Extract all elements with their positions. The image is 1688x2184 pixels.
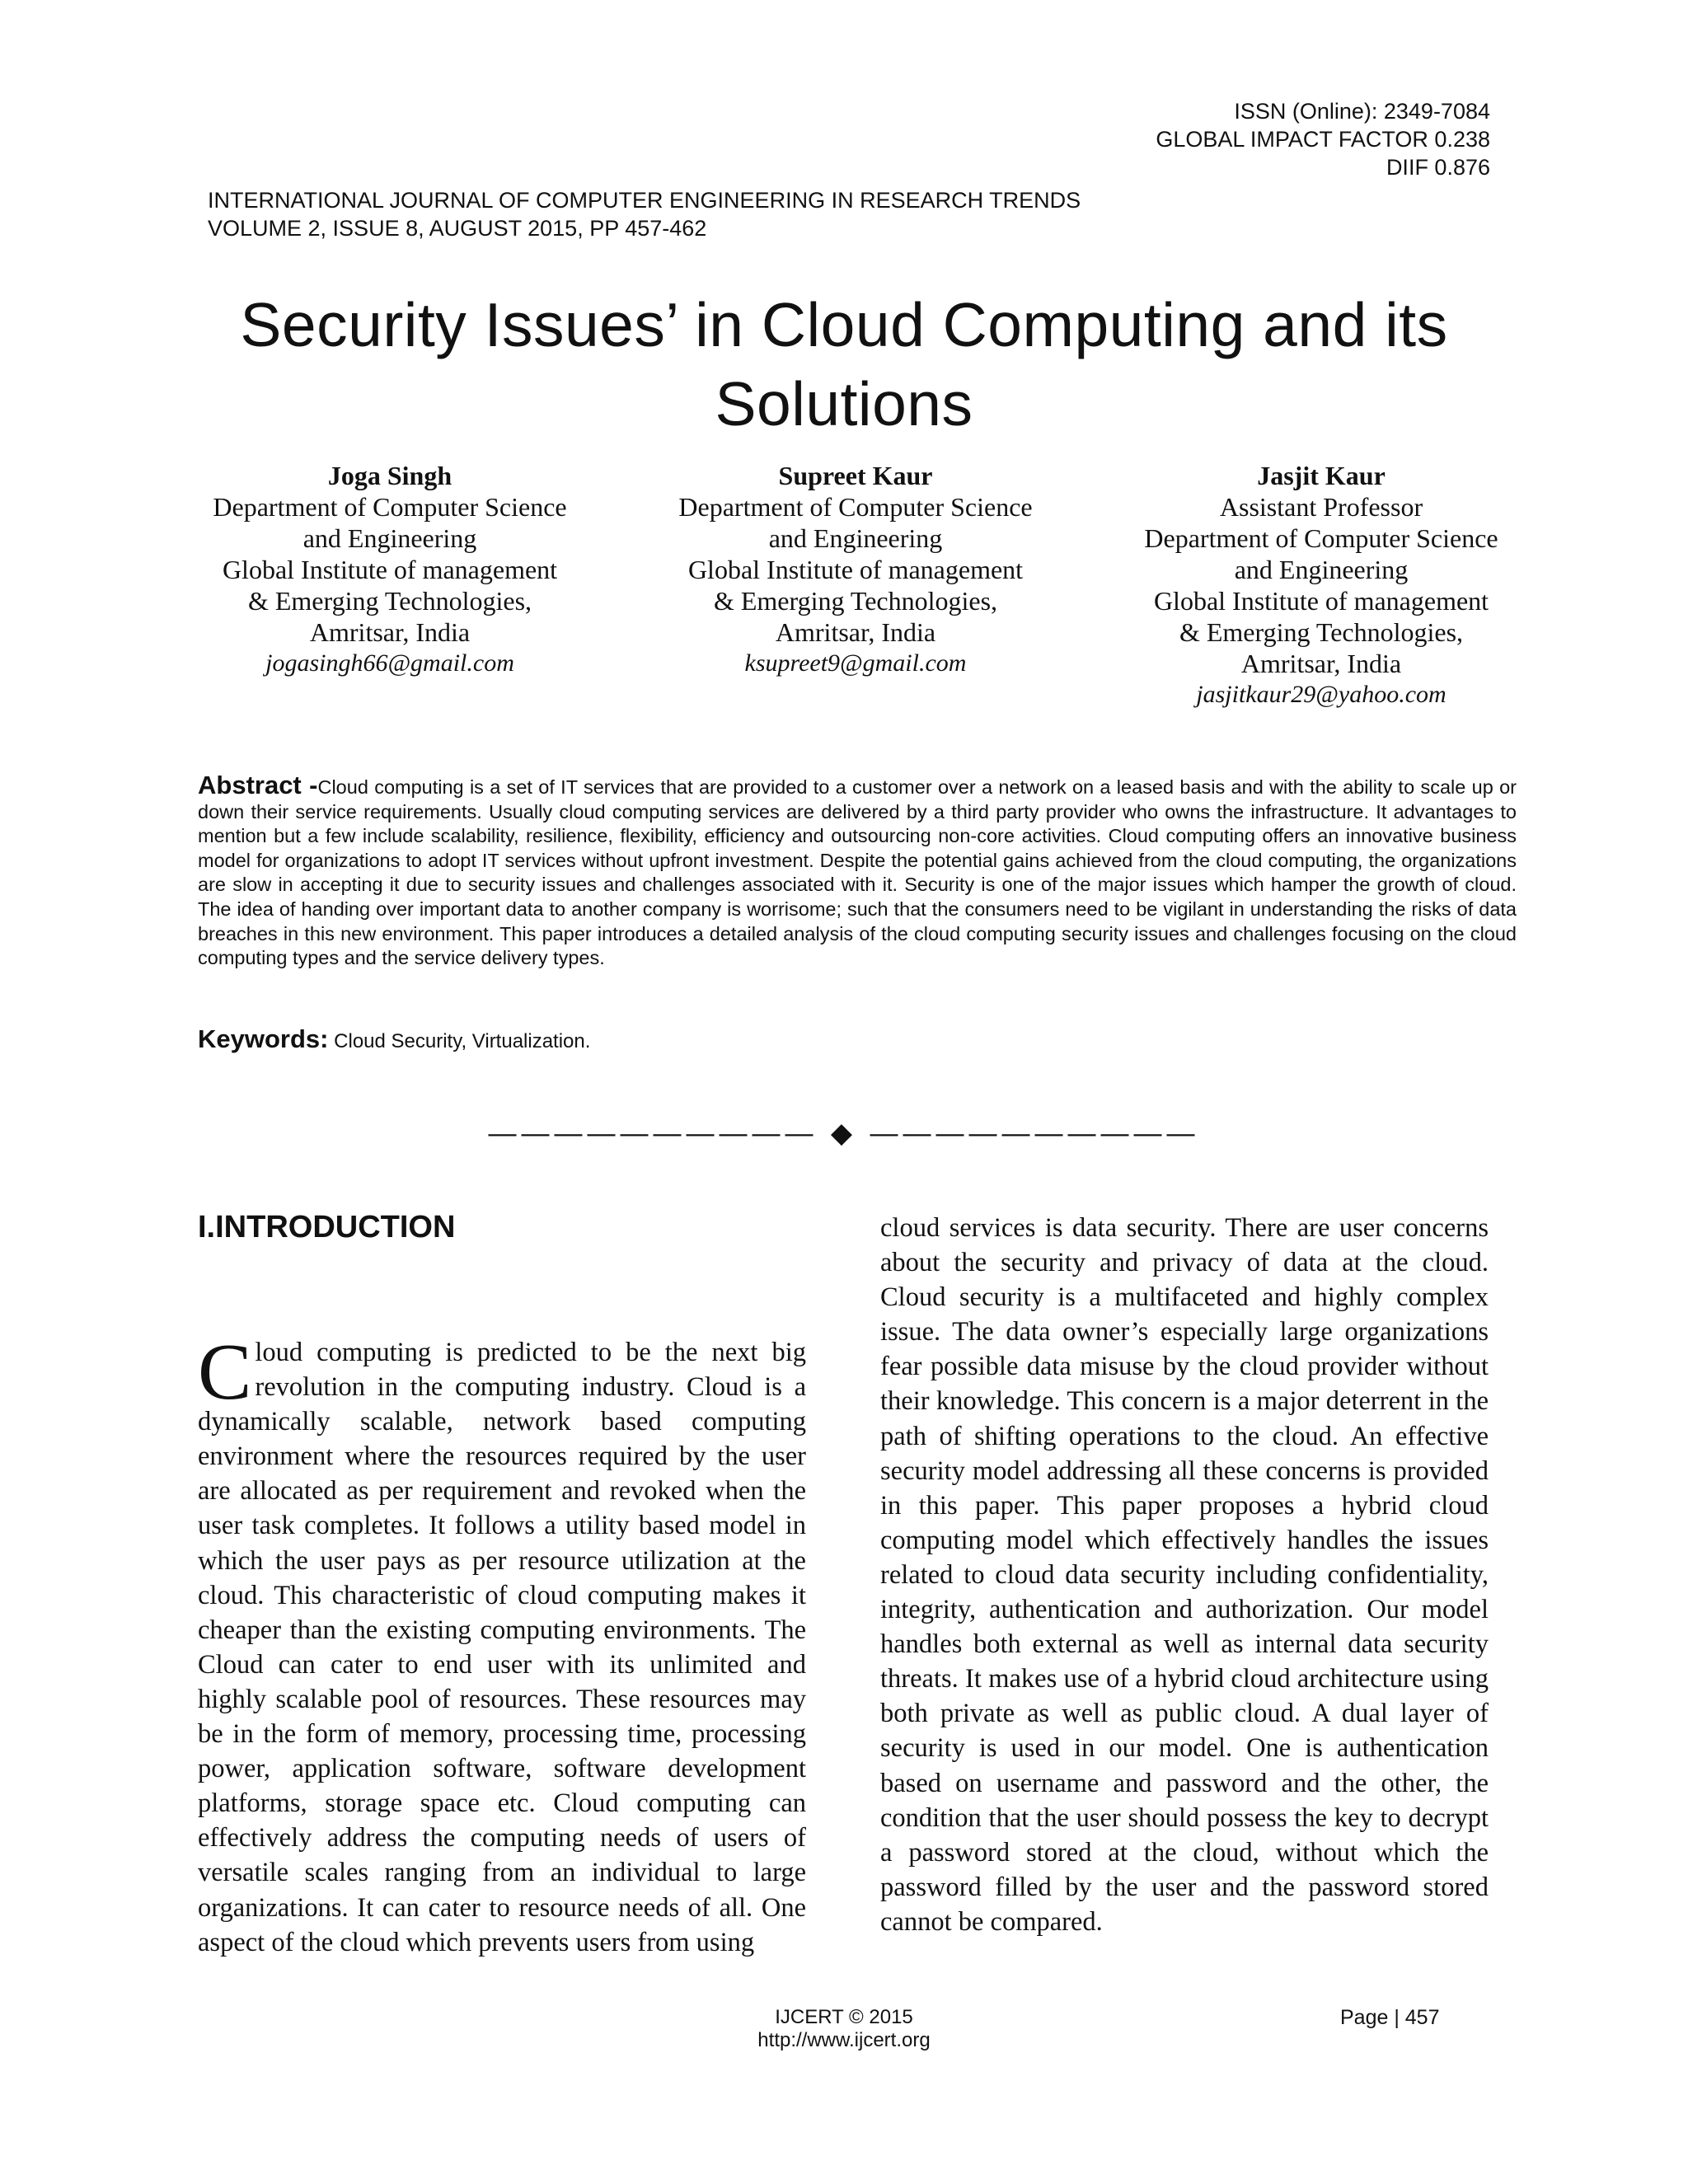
journal-metadata	[1156, 97, 1490, 181]
page-number: Page | 457	[1340, 2006, 1440, 2029]
author-affiliation-line: & Emerging Technologies,	[247, 586, 532, 616]
keywords-label: Keywords:	[198, 1024, 329, 1053]
journal-volume: VOLUME 2, ISSUE 8, AUGUST 2015, PP 457-462	[208, 216, 707, 241]
footer-copyright: IJCERT © 2015	[775, 2006, 913, 2028]
keywords-text: Cloud Security, Virtualization.	[334, 1030, 591, 1052]
author-affiliation-line: Amritsar, India	[309, 617, 471, 647]
body-column-left	[198, 1328, 806, 1960]
journal-name: INTERNATIONAL JOURNAL OF COMPUTER ENGINEERING IN RESEARCH TRENDS	[208, 188, 1081, 213]
author-affiliation-line: Department of Computer Science	[678, 492, 1033, 522]
author-affiliation-line: Department of Computer Science	[213, 492, 567, 522]
author-affiliation-line: Assistant Professor	[1219, 492, 1423, 522]
author-name: Supreet Kaur	[778, 461, 933, 490]
diif-text: DIIF 0.876	[1386, 155, 1490, 180]
author-affiliation-line: and Engineering	[768, 523, 943, 553]
abstract	[198, 773, 1517, 971]
author-block	[641, 460, 1070, 679]
impact-factor-text: GLOBAL IMPACT FACTOR 0.238	[1156, 127, 1490, 152]
author-block	[176, 460, 604, 679]
author-name: Joga Singh	[327, 461, 452, 490]
paper-title	[0, 285, 1688, 443]
issn-text: ISSN (Online): 2349-7084	[1234, 99, 1490, 124]
author-email: jasjitkaur29@yahoo.com	[1196, 681, 1447, 708]
author-affiliation-line: Global Institute of management	[687, 555, 1024, 584]
author-affiliation-line: and Engineering	[1234, 555, 1409, 584]
author-email: jogasingh66@gmail.com	[265, 649, 514, 677]
author-name: Jasjit Kaur	[1257, 461, 1386, 490]
keywords	[198, 1026, 590, 1055]
author-affiliation-line: Global Institute of management	[222, 555, 558, 584]
author-affiliation-line: & Emerging Technologies,	[1179, 617, 1464, 647]
abstract-label: Abstract -	[198, 771, 318, 799]
footer-url[interactable]: http://www.ijcert.org	[757, 2029, 931, 2051]
journal-info	[208, 186, 1081, 242]
section-divider: —————————— ◆ ——————————	[488, 1118, 1200, 1149]
author-affiliation-line: Amritsar, India	[1240, 649, 1402, 678]
author-affiliation-line: Department of Computer Science	[1144, 523, 1498, 553]
body-column-right	[880, 1211, 1489, 1939]
body-text-left: loud computing is predicted to be the next big revolution in the computing industry. Cloud is a dynamically scalable, network based computing environment where the resources required by the user are allocated as per requirement and revoked when the user task completes. It follows a utility based model in which the user pays as per resource utilization at the cloud. This characteristic of cloud computing makes it cheaper than the existing computing environments. The Cloud can cater to end user with its unlimited and highly scalable pool of resources. These resources may be in the form of memory, processing time, processing power, application software, software development platforms, storage space etc. Cloud computing can effectively address the computing needs of users of versatile scales ranging from an individual to large organizations. It can cater to resource needs of all. One aspect of the cloud which prevents users from using	[198, 1338, 806, 1957]
title-line-1: Security Issues’ in Cloud Computing and its	[240, 290, 1448, 359]
drop-cap: C	[198, 1328, 252, 1417]
author-affiliation-line: Amritsar, India	[775, 617, 936, 647]
author-email: ksupreet9@gmail.com	[744, 649, 967, 677]
abstract-text: Cloud computing is a set of IT services that are provided to a customer over a network on a leased basis and with the ability to scale up or down their service requirements. Usually cloud computing services are delivered by a third party provider who owns the infrastructure. It advantages to mention but a few include scalability, resilience, flexibility, efficiency and outsourcing non-core activities. Cloud computing offers an innovative business model for organizations to adopt IT services without upfront investment. Despite the potential gains achieved from the cloud computing, the organizations are slow in accepting it due to security issues and challenges associated with it. Security is one of the major issues which hamper the growth of cloud. The idea of handing over important data to another company is worrisome; such that the consumers need to be vigilant in understanding the risks of data breaches in this new environment. This paper introduces a detailed analysis of the cloud computing security issues and challenges focusing on the cloud computing types and the service delivery types.	[198, 776, 1517, 969]
author-affiliation-line: Global Institute of management	[1153, 586, 1489, 616]
author-affiliation-line: & Emerging Technologies,	[713, 586, 998, 616]
title-line-2: Solutions	[715, 369, 973, 438]
section-heading: I.INTRODUCTION	[198, 1210, 456, 1244]
author-affiliation-line: and Engineering	[302, 523, 477, 553]
author-block	[1107, 460, 1536, 710]
body-text-right: cloud services is data security. There are user concerns about the security and privacy of data at the cloud. Cloud security is a multifaceted and highly complex issue. The data owner’s especially large organizations fear possible data misuse by the cloud provider without their knowledge. This concern is a major deterrent in the path of shifting operations to the cloud. An effective security model addressing all these concerns is provided in this paper. This paper proposes a hybrid cloud computing model which effectively handles the issues related to cloud data security including confidentiality, integrity, authentication and authorization. Our model handles both external as well as internal data security threats. It makes use of a hybrid cloud architecture using both private as well as public cloud. A dual layer of security is used in our model. One is authentication based on username and password and the other, the condition that the user should possess the key to decrypt a password stored at the cloud, without which the password filled by the user and the password stored cannot be compared.	[880, 1213, 1489, 1937]
